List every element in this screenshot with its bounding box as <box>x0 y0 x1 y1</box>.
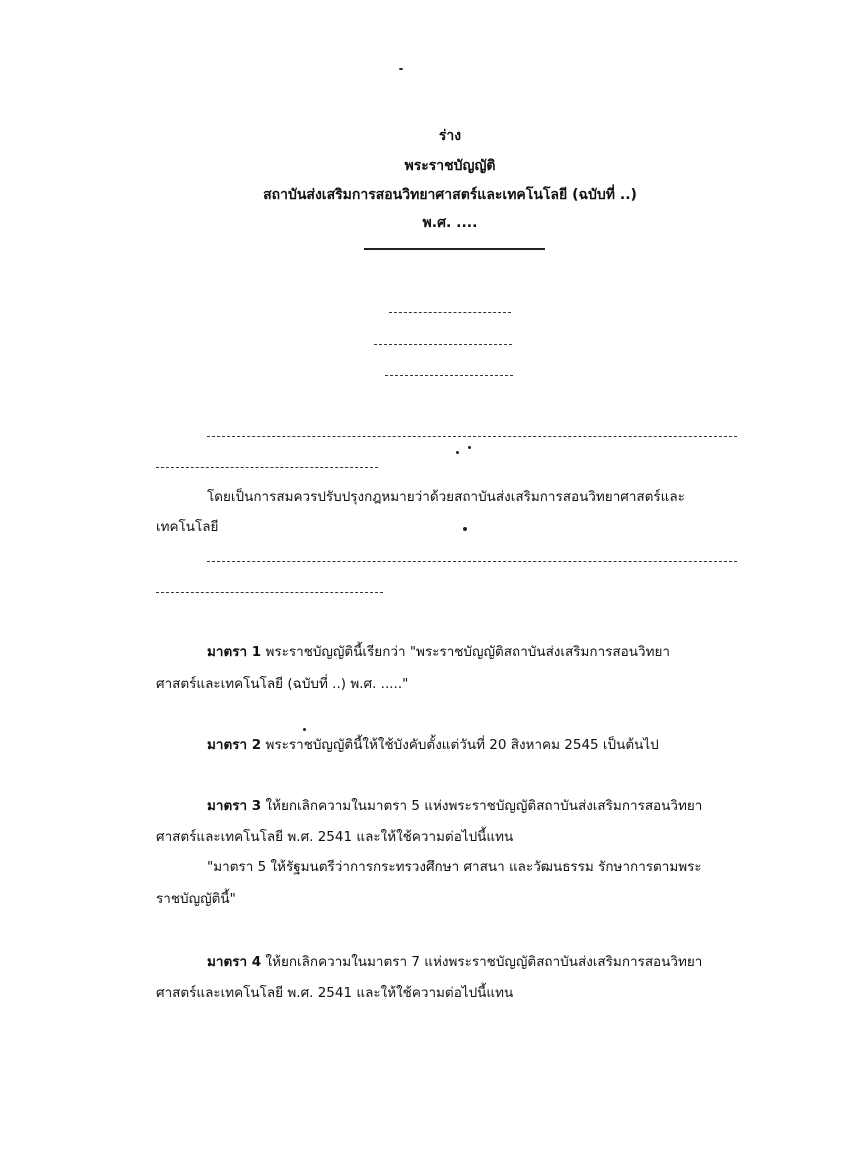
section-2-label: มาตรา 2 <box>207 737 262 753</box>
preamble-dash-2 <box>156 467 378 468</box>
section-3-line-2: ศาสตร์และเทคโนโลยี พ.ศ. 2541 และให้ใช้ความต่อไปนี้แทน <box>156 829 514 845</box>
scan-speck <box>303 728 306 731</box>
section-1-line-1 <box>207 643 670 662</box>
year-line: พ.ศ. .... <box>422 215 478 231</box>
section-3-text: ให้ยกเลิกความในมาตรา 5 แห่งพระราชบัญญัติสถาบันส่งเสริมการสอนวิทยา <box>261 798 703 814</box>
section-1-line-2: ศาสตร์และเทคโนโลยี (ฉบับที่ ..) พ.ศ. ....." <box>156 676 409 692</box>
act-name: สถาบันส่งเสริมการสอนวิทยาศาสตร์และเทคโนโลยี (ฉบับที่ ..) <box>263 187 637 203</box>
section-4-label: มาตรา 4 <box>207 954 262 970</box>
act-label: พระราชบัญญัติ <box>404 158 496 174</box>
scan-speck <box>399 68 403 70</box>
draft-label: ร่าง <box>438 128 462 144</box>
placeholder-dash-1 <box>389 312 511 313</box>
section-4-line-1 <box>207 953 702 972</box>
section-1-text: พระราชบัญญัตินี้เรียกว่า "พระราชบัญญัติสถาบันส่งเสริมการสอนวิทยา <box>261 644 670 660</box>
scan-speck <box>463 527 467 531</box>
section-2-line-1 <box>207 736 659 755</box>
section-3-quote-2: ราชบัญญัตินี้" <box>156 891 236 907</box>
section-2-text: พระราชบัญญัตินี้ให้ใช้บังคับตั้งแต่วันที่ 20 สิงหาคม 2545 เป็นต้นไป <box>261 737 659 753</box>
preamble-dash-3 <box>207 561 737 562</box>
section-4-line-2: ศาสตร์และเทคโนโลยี พ.ศ. 2541 และให้ใช้ความต่อไปนี้แทน <box>156 985 514 1001</box>
section-4-text: ให้ยกเลิกความในมาตรา 7 แห่งพระราชบัญญัติสถาบันส่งเสริมการสอนวิทยา <box>261 954 703 970</box>
preamble-reason: โดยเป็นการสมควรปรับปรุงกฎหมายว่าด้วยสถาบันส่งเสริมการสอนวิทยาศาสตร์และ <box>207 489 685 505</box>
scan-speck <box>468 446 471 449</box>
preamble-reason-cont: เทคโนโลยี <box>156 519 219 535</box>
section-3-label: มาตรา 3 <box>207 798 262 814</box>
placeholder-dash-2 <box>374 344 512 345</box>
header-underline <box>364 248 545 250</box>
preamble-dash-4 <box>156 592 383 593</box>
preamble-dash-1 <box>207 436 737 437</box>
section-3-quote-1: "มาตรา 5 ให้รัฐมนตรีว่าการกระทรวงศึกษา ศาสนา และวัฒนธรรม รักษาการตามพระ <box>207 859 702 875</box>
placeholder-dash-3 <box>385 375 513 376</box>
scan-speck <box>456 451 459 454</box>
section-1-label: มาตรา 1 <box>207 644 262 660</box>
section-3-line-1 <box>207 797 702 816</box>
